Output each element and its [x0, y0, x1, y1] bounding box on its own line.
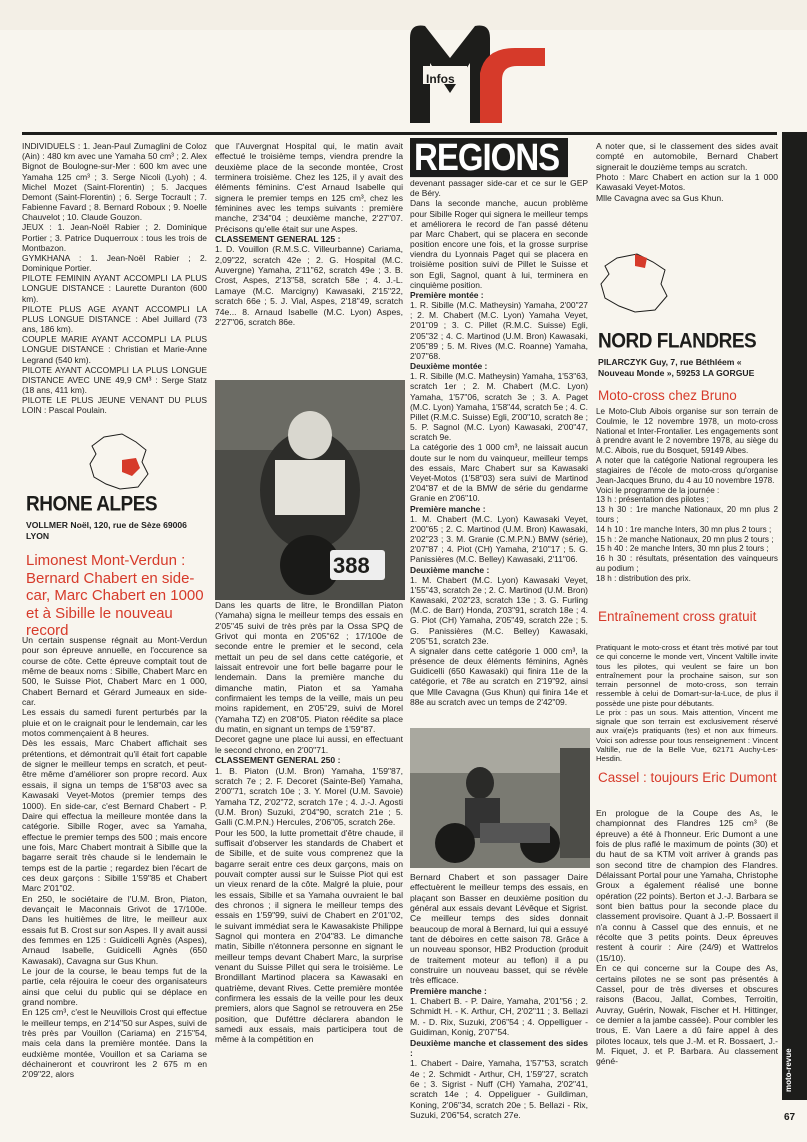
page-number: 67: [784, 1112, 796, 1123]
paragraph: 1. R. Sibille (M.C. Matheysin) Yamaha, 2'00"27 ; 2. M. Chabert (M.C. Lyon) Yamaha Veyet, 2'01"09 ; 3. C. Pillet (R.M.C. Suisse) Egli, 2'05"32 ; 4. C. Martinod (U.M. Bron) Kawasaki, 2'05"89 ; 5. M. Rives (M.C. Roanne) Yamaha, 2'07"68.: [410, 300, 588, 361]
paragraph: Pratiquant le moto-cross et étant très motivé par tout ce qui concerne le monde vert, Vincent Valtille invite tous les pilotes, qui veulent se faire un bon entraînement pour la prochaine saison, sur son terrain personnel de moto-cross, son terrain ressemble à celui de Domart-sur-la-Luce, de plus il possède une piste pour débutants.: [596, 643, 778, 708]
paragraph: INDIVIDUELS : 1. Jean-Paul Zumaglini de Coloz (Ain) : 480 km avec une Yamaha 50 cm³ ; 2. Alex Bignot de Boulogne-sur-Mer : 600 km avec une Yamaha 125 cm³ ; 3. Serge Nicoli (Lyoh) ; 4. Michel Mozet (Saint-Florentin) ; 5. Jacques Demont (Saint-Florentin) ; 6. Serge Tocrault ; 7. Fabienne Favard ; 8. Bernard Roboux ; 9. Noelle Chauvelot ; 10. Claude Gouzon.: [22, 141, 207, 223]
paragraph: A signaler dans cette catégorie 1 000 cm³, la présence de deux éléments féminins, Agnès Guidicelli (650 Kawasaki) qui finira 11e de la catégorie, et 78e au scratch en 2'19"92, ainsi que Mlle Cavagna (Gus Khun) qui finira 14e et 88e au scratch avec un temps de 2'42"09.: [410, 645, 588, 707]
section-label: Infos: [426, 72, 455, 86]
magazine-name: moto-revue: [784, 1048, 793, 1092]
paragraph: JEUX : 1. Jean-Noël Rabier ; 2. Dominique Portier ; 3. Patrice Duquerroux : tous les trois de Montbazon.: [22, 222, 207, 253]
region-title-rhone-alpes: RHONE ALPES: [26, 493, 158, 517]
paragraph: Decoret gagne une place lui aussi, en effectuant le second chrono, en 2'00"71.: [215, 734, 403, 755]
results-list: [22, 141, 207, 416]
paragraph: PILOTE FEMININ AYANT ACCOMPLI LA PLUS LONGUE DISTANCE : Laurette Duranton (600 km).: [22, 273, 207, 304]
paragraph: PILOTE LE PLUS JEUNE VENANT DU PLUS LOIN : Pascal Poulain.: [22, 395, 207, 416]
paragraph: Dans la seconde manche, aucun problème pour Sibille Roger qui signera le meilleur temps et améliorera le record de l'an passé détenu par Marc Chabert, qui se placera en seconde position encore une fois, et la grosse surprise viendra du Lyonnais Paget qui se placera en troisième position suivi de Pillet le Suisse et son Egli, Sagnol, quant à lui, terminera en cinquième position.: [410, 198, 588, 290]
paragraph: Première manche :: [410, 503, 486, 514]
paragraph: Photo : Marc Chabert en action sur la 1 000 Kawasaki Veyet-Motos.: [596, 172, 778, 193]
paragraph: 1. B. Piaton (U.M. Bron) Yamaha, 1'59"87, scratch 7e ; 2. F. Decoret (Sainte-Bel) Yamaha, 2'00"71, scratch 10e ; 3. Y. Morel (U.M. Savoie) Yamaha TZ, 2'02"72, scratch 17e ; 4. J.-J. Agosti (U.M. Bron) Suzuki, 2'04"90, scratch 21e ; 5. Galli (C.M.P.N.) Hercules, 2'06"05, scratch 26e.: [215, 765, 403, 828]
paragraph: Deuxième montée :: [410, 361, 488, 372]
page-top-margin: [0, 0, 807, 30]
header-rule: [22, 132, 777, 135]
page-edge-bar: [782, 132, 807, 1100]
paragraph: Voici le programme de la journée :: [596, 485, 720, 495]
article-250-500: [215, 600, 403, 1045]
article-500-1000: [410, 178, 588, 707]
paragraph: 1. M. Chabert (M.C. Lyon) Kawasaki Veyet, 1'55"43, scratch 2e ; 2. C. Martinod (U.M. Bron) Kawasaki, 2'02"23, scratch 13e ; 3. G. Furling (M.C. de Barr) Honda, 2'03"91, scratch 18e ; 4. G. Piot (CH) Yamaha, 2'05"49, scratch 22e ; 5. G. Panissières (M.C. Belley) Kawasaki, 2'05"51, scratch 23e.: [410, 574, 588, 646]
headline-limonest: Limonest Mont-Verdun : Bernard Chabert en side-car, Marc Chabert en 1000 et à Sibille le nouveau record: [26, 552, 204, 639]
paragraph: En 125 cm³, c'est le Neuvillois Crost qui effectue le meilleur temps, en 2'14"50 sur Aspes, suivi de très près par Vouillon (Cariama) en 2'15"54, mais cela dans la première montée. Dans la eudxième montée, Vouillon et sa Cariama se déchaineront et couvriront les 2 675 m en 2'09"22, alors: [22, 1007, 207, 1080]
paragraph: Le jour de la course, le beau temps fut de la partie, cela réjouira le coeur des organisateurs ainsi que celui du public qui se déplace en grand nombre.: [22, 966, 207, 1008]
paragraph: 16 h 30 : résultats, présentation des vainqueurs au podium ;: [596, 554, 778, 573]
paragraph: que l'Auvergnat Hospital qui, le matin avait effectué le troisième temps, viendra prendre la deuxième place de la seconde montée, Crost terminera troisième. Chez les 125, il y avait des éléments féminins. C'est Arnaud Isabelle qui signera le premier temps en 125 cm³, chez les féminines avec les temps suivants : première manche, 2'34"04 ; deuxième manche, 2'27"07. Précisons qu'elle était sur une Aspes.: [215, 141, 403, 234]
article-cassel: [596, 808, 778, 1067]
paragraph: GYMKHANA : 1. Jean-Noël Rabier ; 2. Dominique Portier.: [22, 252, 207, 274]
paragraph: A noter que, si le classement des sides avait compté en automobile, Bernard Chabert signerait le douzième temps au scratch.: [596, 141, 778, 172]
paragraph: Dans les quarts de litre, le Brondillan Piaton (Yamaha) signa le meilleur temps des essais en 2'05"45 suivi de très près par la Ossa SPQ de Grivot qui monta en 2'05"62 ; 17/100e de seconde entre le premier et le second, cela mettait un peu de sel dans cette catégorie, et laissait entrevoir une fort belle bagarre pour le lendemain. Dans la première manche du dimanche matin, Piaton et sa Yamaha confirmaient les temps de la veille, mais un peu moins rapidement, en 2'05"29, suivi de Morel (Yamaha TZ) en 2'08"05. Piaton réédite sa place du matin, en signant un temps de 1'59"87.: [215, 600, 403, 735]
paragraph: Première manche :: [410, 985, 487, 996]
photo-cavagna: [410, 728, 590, 868]
photo-captions: [596, 141, 778, 203]
paragraph: Le Moto-Club Aibois organise sur son terrain de Coulmie, le 12 novembre 1978, un moto-cross National et Inter-Frontalier. Les engagements sont à prendre avant le 2 novembre 1978, au siège du M.C. Aibois, rue du Bosquet, 59149 Aibes.: [596, 407, 778, 456]
paragraph: En 250, le sociétaire de l'U.M. Bron, Piaton, devançait le Maconnais Grivot de 17/100e. Dans les huitièmes de litre, le meilleur aux essais fut B. Crost sur son Aspes. Il y avait aussi des femmes en 125 : Guidicelli Agnès (Aspes), Arnaud Isabelle, Guidicelli Agnès (650 Kawasaki), Cavagna sur Gus Khun.: [22, 893, 207, 966]
paragraph: PILOTE PLUS AGE AYANT ACCOMPLI LA PLUS LONGUE DISTANCE : Abel Juillard (73 ans, 186 km).: [22, 303, 207, 335]
paragraph: Mlle Cavagna avec sa Gus Khun.: [596, 192, 724, 203]
paragraph: Les essais du samedi furent perturbés par la pluie et on le craignait pour le lendemain, car les motos commençaient à 8 heures.: [22, 707, 207, 739]
page-title: REGIONS: [410, 138, 568, 177]
paragraph: A noter que la catégorie National regroupera les stagiaires de l'école de moto-cross qu'organise Jean-Jacques Bruno, du 4 au 10 novembre 1978.: [596, 456, 778, 485]
paragraph: 1. D. Vouillon (R.M.S.C. Villeurbanne) Cariama, 2,09"22, scratch 42e ; 2. G. Hospital (M.C. Auvergne) Yamaha, 2'11"62, scratch 49e ; 3. B. Crost, Aspes, 2'13"58, scratch 58e ; 4. J.-L. Lamaye (M.C. Marcigny) Kawasaki, 2'15"22, scratch 66e ; 5. J. Vial, Aspes, 2'18"49, scratch 74e... 8. Arnaud Isabelle (M.C. Lyon) Aspes, 2'27"06, scratch 86e.: [215, 244, 403, 327]
paragraph: Bernard Chabert et son passager Daire effectuèrent le meilleur temps des essais, en plaçant son Basser en deuxième position du général aux essais devant Lévêque et Sigrist. Ce meilleur temps des sides donnait beaucoup de moral à Bernard, lui qui a essuyé tant de déboires en cette saison 78. Grâce à un nouveau sponsor, HB2 Production (produit de traitement moteur au teflon) il a pu construire un nouveau basset, qui se révèle très efficace.: [410, 872, 588, 986]
region-title-nord-flandres: NORD FLANDRES: [598, 330, 757, 354]
paragraph: 1. Chabert B. - P. Daire, Yamaha, 2'01"56 ; 2. Schmidt H. - K. Arthur, CH, 2'02"11 ; 3. Bellazi M. - D. Rix, Suzuki, 2'06"54 ; 4. Oppelliguer - Guidiman, Konig, 2'07"54.: [410, 996, 588, 1038]
paragraph: Le prix : pas un sous. Mais attention, Vincent me signale que son terrain est exclusivement réservé aux vrai(e)s pratiquants (tes) et non aux frimeurs. Voici son adresse pour tous renseignement : Vincent Valtille, rue de la Belle Vue, 62171 Auchy-Les-Hesdin.: [596, 707, 778, 764]
paragraph: 13 h 30 : 1re manche Nationaux, 20 mn plus 2 tours ;: [596, 505, 778, 524]
paragraph: Dès les essais, Marc Chabert affichait ses prétentions, et démontrait qu'il était fort capable de signer le meilleur temps en scratch, et peut-être même d'améliorer son propre record. Aux essais, il signa un temps de 1'58"03 avec sa Kawasaki Veyet-Motos (premier temps des 1000). En side-car, c'est Bernard Chabert - P. Daire qui effectua la meilleure montée dans la catégorie. Sibille Roger, avec sa Yamaha, effectue le premier temps des 500 ; mais encore une fois, Marc Chabert montrait à Sibille que la bagarre serait très chaude si le lendemain le temps est de la partie ; regardez bien l'écart de ces deux garçons : Sibille 1'59"85 et Chabert Marc 2'01"02.: [22, 738, 207, 894]
paragraph: 15 h : 2e manche Nationaux, 20 mn plus 2 tours ;: [596, 534, 774, 544]
paragraph: 13 h : présentation des pilotes ;: [596, 495, 709, 505]
paragraph: Première montée :: [410, 289, 484, 300]
paragraph: COUPLE MARIE AYANT ACCOMPLI LA PLUS LONGUE DISTANCE : Christian et Marie-Anne Legrand (540 km).: [22, 334, 207, 365]
article-limonest: [22, 635, 207, 1080]
article-sides: [410, 872, 588, 1120]
paragraph: devenant passager side-car et ce sur le GEP de Béry.: [410, 178, 588, 199]
paragraph: PILOTE AYANT ACCOMPLI LA PLUS LONGUE DISTANCE AVEC UNE 49,9 CM³ : Serge Statz (18 ans, 411 km).: [22, 364, 207, 396]
france-map-nord-icon: [595, 250, 675, 315]
paragraph: 14 h 10 : 1re manche Inters, 30 mn plus 2 tours ;: [596, 524, 772, 534]
correspondent-rhone: VOLLMER Noël, 120, rue de Sèze 69006 LYON: [26, 520, 187, 541]
article-limonest-cont: [215, 141, 403, 327]
paragraph: Pour les 500, la lutte promettait d'être chaude, il suffisait d'observer les standards de Chabert et de Sibille, et de suite vous comprenez que la bagarre serait entre ces deux garçons, mais on pouvait compter aussi sur le Suisse Piot qui est un vieux renard de la côte. Malgré la pluie, pour les essais, Sibille et sa Yamaha ouvraient le bal des chronos ; il signera le meilleur temps des essais en 1'59"99, suivi de Chabert en 2'01"02, le suivant immédiat sera le Kawasakiste Philippe Sagnol qui montera en 2'04"83. Le dimanche matin, Sibille n'étonnera personne en signant le meilleur temps devant Chabert Marc, la surprise venant du Suisse Pillet qui sera le troisième. Le Brondillant Martinod placera sa Kawasaki en quatrième, devant Rives. Cette première montée confirmera les essais de la veille pour les deux premiers, alors que Sagnol se retrouvera en 25e position, que Duféttre déclarera abandon le samedi aux essais, mais participera tout de même à la compétition en: [215, 827, 403, 1045]
headline-cassel: Cassel : toujours Eric Dumont: [598, 770, 777, 785]
headline-entrainement: Entraînement cross gratuit: [598, 609, 757, 624]
article-entrainement: [596, 643, 778, 763]
paragraph: En prologue de la Coupe des As, le championnat des Flandres 125 cm³ (8e épreuve) a été à l'honneur. Eric Dumont a une fois de plus raflé le maximum de points (30) et du haut de sa KTM voit arriver à grands pas son second titre de champion des Flandres. Délaissant Portal pour une Yamaha, Christophe Groux a également réalisé une bonne opération (22 points). Berton et J.-J. Barbara se sont bien battus pour la seconde place du classement provisoire. Quant à J.-P. Bossaert il n'a connu à Cassel que des ennuis, et ne récolte que 3 petits points. Deux épreuves restent à courir : Aire (24/9) et Wattrelos (15/10).: [596, 808, 778, 963]
article-moto-cross: [596, 407, 778, 584]
photo-marc-chabert: [215, 380, 405, 600]
paragraph: 1. R. Sibille (M.C. Matheysin) Yamaha, 1'53"63, scratch 1er ; 2. M. Chabert (M.C. Lyon) Yamaha, 1'57"06, scratch 3e ; 3. A. Paget (M.C. Lyon) Yamaha, 1'58"44, scratch 5e ; 4. C. Pillet (R.M.C. Suisse) Egli, 2'00"10, scratch 8e ; 5. P. Sagnol (M.C. Lyon) Kawasaki, 2'00"47, scratch 9e.: [410, 371, 588, 443]
headline-moto-cross: Moto-cross chez Bruno: [598, 388, 737, 403]
correspondent-nord: PILARCZYK Guy, 7, rue Béthléem « Nouveau Monde », 59253 LA GORGUE: [598, 357, 755, 378]
paragraph: Un certain suspense régnait au Mont-Verdun pour son épreuve annuelle, en l'occurence sa course de côte. Cette épreuve comptait tout de même de beaux noms : Sibille, Chabert Marc en 500, le Suisse Piot, Chabert Marc en 1 000, Chabert Bernard et Gérard Jumeaux en side-car.: [22, 635, 207, 708]
paragraph: 18 h : distribution des prix.: [596, 573, 691, 583]
paragraph: Deuxième manche :: [410, 564, 490, 575]
paragraph: CLASSEMENT GENERAL 125 :: [215, 234, 341, 245]
paragraph: Deuxième manche et classement des sides :: [410, 1037, 588, 1058]
paragraph: CLASSEMENT GENERAL 250 :: [215, 755, 341, 766]
france-map-rhone-alpes-icon: [84, 432, 154, 492]
race-number: 388: [333, 553, 370, 578]
paragraph: La catégorie des 1 000 cm³, ne laissait aucun doute sur le nom du vainqueur, meilleur temps des essais, Marc Chabert sur sa Kawasaki Veyet-Motos (1'58"03) sera suivi de Martinod 2'04"87 et de la BMW de série du gendarme Granie en 2'06"10.: [410, 442, 588, 504]
paragraph: 15 h 40 : 2e manche Inters, 30 mn plus 2 tours ;: [596, 544, 769, 554]
paragraph: 1. Chabert - Daire, Yamaha, 1'57"53, scratch 4e ; 2. Schmidt - Arthur, CH, 1'59"27, scratch 6e ; 3. Sigrist - Nuff (CH) Yamaha, 2'02"41, scratch 14e ; 4. Oppeliguer - Guildiman, Koning, 2'06"34, scratch 20e ; 5. Bellazi - Rix, Suzuki, 2'06"54, scratch 27e.: [410, 1058, 588, 1120]
paragraph: 1. M. Chabert (M.C. Lyon) Kawasaki Veyet, 2'00"65 ; 2. C. Martinod (U.M. Bron) Kawasaki, 2'02"23 ; 3. M. Granie (C.M.P.N.) BMW (série), 2'07"87 ; 4. Piot (CH) Yamaha, 2'10"17 ; 5. G. Panissières (M.C. Belley) Kawasaki, 2'11"06.: [410, 513, 588, 565]
paragraph: En ce qui concerne sur la Coupe des As, certains pilotes ne se sont pas présentés à Cassel, pour de très diverses et obscures raisons (Bacou, Jallat, Combes, Terroitin, Auvray, Guérin, Nowak, Fischer et H. Hittinger, ce dernier a la jambe cassée). Pour combler les trous, E. Van Laere a dû faire appel à des pilotes locaux, tels que J.-M. et R. Bossaert, J.-M. Fiquet, J. et P. Barbara. Au classement géné-: [596, 963, 778, 1067]
